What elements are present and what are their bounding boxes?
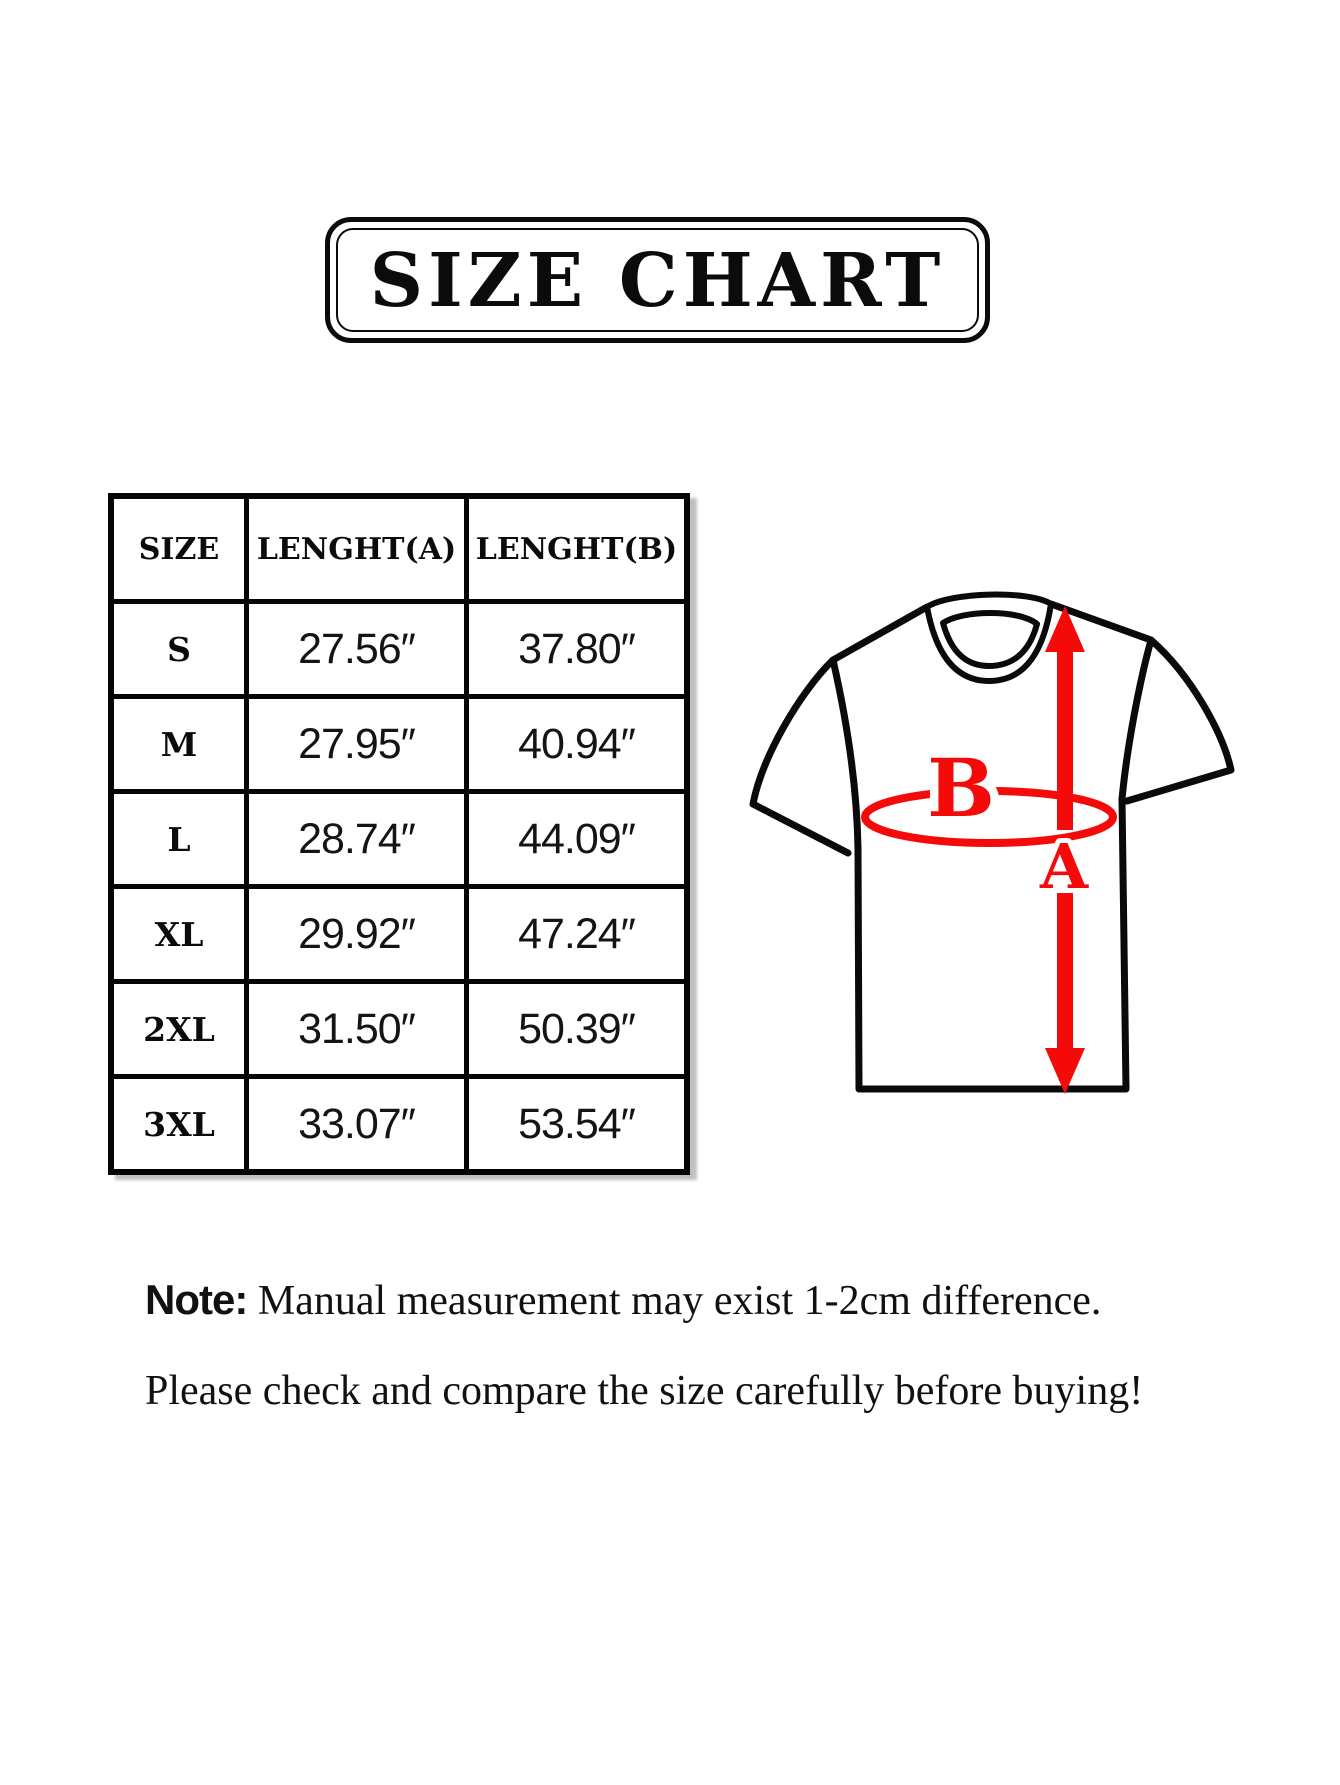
size-label: XL [114, 889, 244, 979]
note-line-1-text: Manual measurement may exist 1-2cm difference. [247, 1278, 1102, 1324]
length-b-value: 44.09″ [469, 794, 684, 884]
size-label: 2XL [114, 984, 244, 1074]
length-b-value: 40.94″ [469, 699, 684, 789]
column-header-length-b: LENGHT(B) [469, 499, 684, 599]
size-label: 3XL [114, 1079, 244, 1169]
note-line-1 [145, 1255, 1265, 1346]
tshirt-left-sleeve [753, 607, 927, 853]
length-b-value: 50.39″ [469, 984, 684, 1074]
length-a-value: 33.07″ [249, 1079, 464, 1169]
tshirt-diagram [690, 550, 1270, 1120]
size-label: L [114, 794, 244, 884]
size-label: S [114, 604, 244, 694]
length-a-value: 29.92″ [249, 889, 464, 979]
length-b-value: 47.24″ [469, 889, 684, 979]
size-label: M [114, 699, 244, 789]
tshirt-right-sleeve [1051, 604, 1231, 801]
length-a-value: 27.95″ [249, 699, 464, 789]
length-a-value: 28.74″ [249, 794, 464, 884]
length-arrow-down [1045, 893, 1085, 1094]
page-title: SIZE CHART [369, 238, 946, 324]
column-header-length-a: LENGHT(A) [249, 499, 464, 599]
tshirt-right-armhole-seam [1122, 640, 1151, 799]
size-table [108, 493, 690, 1175]
tshirt-left-armhole-seam [833, 660, 858, 848]
length-b-value: 37.80″ [469, 604, 684, 694]
length-a-value: 27.56″ [249, 604, 464, 694]
title-box [325, 217, 990, 343]
column-header-size: SIZE [114, 499, 244, 599]
length-a-value: 31.50″ [249, 984, 464, 1074]
note [145, 1255, 1265, 1436]
length-b-value: 53.54″ [469, 1079, 684, 1169]
label-b: B [927, 741, 995, 835]
note-prefix: Note: [145, 1276, 248, 1323]
label-a: A [1039, 830, 1089, 903]
note-line-2: Please check and compare the size carefully before buying! [145, 1368, 1144, 1414]
